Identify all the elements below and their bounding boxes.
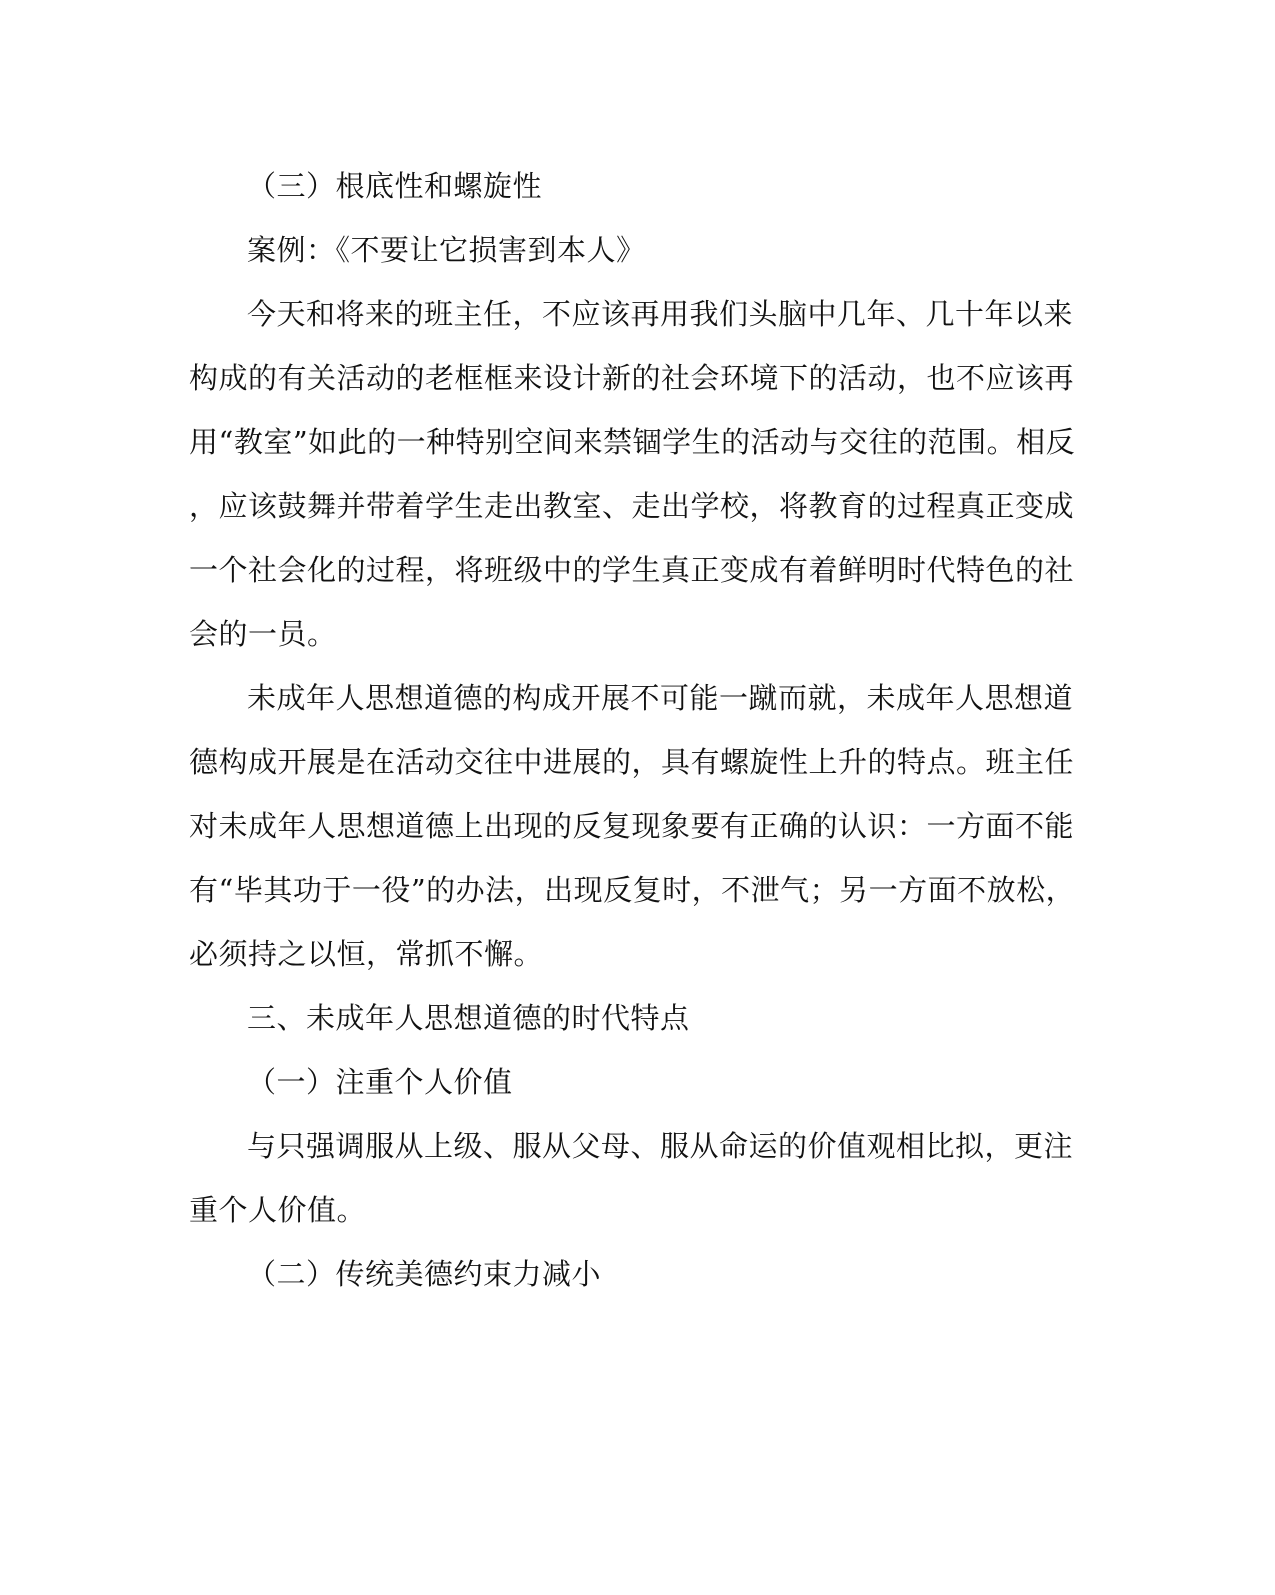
case-title: 案例：《不要让它损害到本人》 [247, 233, 646, 267]
paragraph-line: 未成年人思想道德的构成开展不可能一蹴而就，未成年人思想道 [247, 681, 1074, 715]
paragraph-line: 会的一员。 [189, 617, 337, 651]
paragraph-line: ，应该鼓舞并带着学生走出教室、走出学校，将教育的过程真正变成 [189, 489, 1075, 523]
chapter-heading: 三、未成年人思想道德的时代特点 [247, 1001, 690, 1035]
paragraph-line: 与只强调服从上级、服从父母、服从命运的价值观相比拟，更注 [247, 1129, 1074, 1163]
paragraph-line: 构成的有关活动的老框框来设计新的社会环境下的活动，也不应该再 [189, 361, 1075, 395]
section-heading: （三）根底性和螺旋性 [247, 169, 543, 203]
paragraph-line: 用“教室”如此的一种特别空间来禁锢学生的活动与交往的范围。相反 [189, 425, 1076, 459]
section-heading: （一）注重个人价值 [247, 1065, 513, 1099]
section-heading: （二）传统美德约束力减小 [247, 1257, 602, 1291]
paragraph-line: 必须持之以恒，常抓不懈。 [189, 937, 544, 971]
paragraph-line: 今天和将来的班主任，不应该再用我们头脑中几年、几十年以来 [247, 297, 1074, 331]
paragraph-line: 一个社会化的过程，将班级中的学生真正变成有着鲜明时代特色的社 [189, 553, 1075, 587]
paragraph-line: 重个人价值。 [189, 1193, 367, 1227]
paragraph-line: 有“毕其功于一役”的办法，出现反复时，不泄气；另一方面不放松， [189, 873, 1076, 907]
paragraph-line: 对未成年人思想道德上出现的反复现象要有正确的认识：一方面不能 [189, 809, 1075, 843]
paragraph-line: 德构成开展是在活动交往中进展的，具有螺旋性上升的特点。班主任 [189, 745, 1075, 779]
